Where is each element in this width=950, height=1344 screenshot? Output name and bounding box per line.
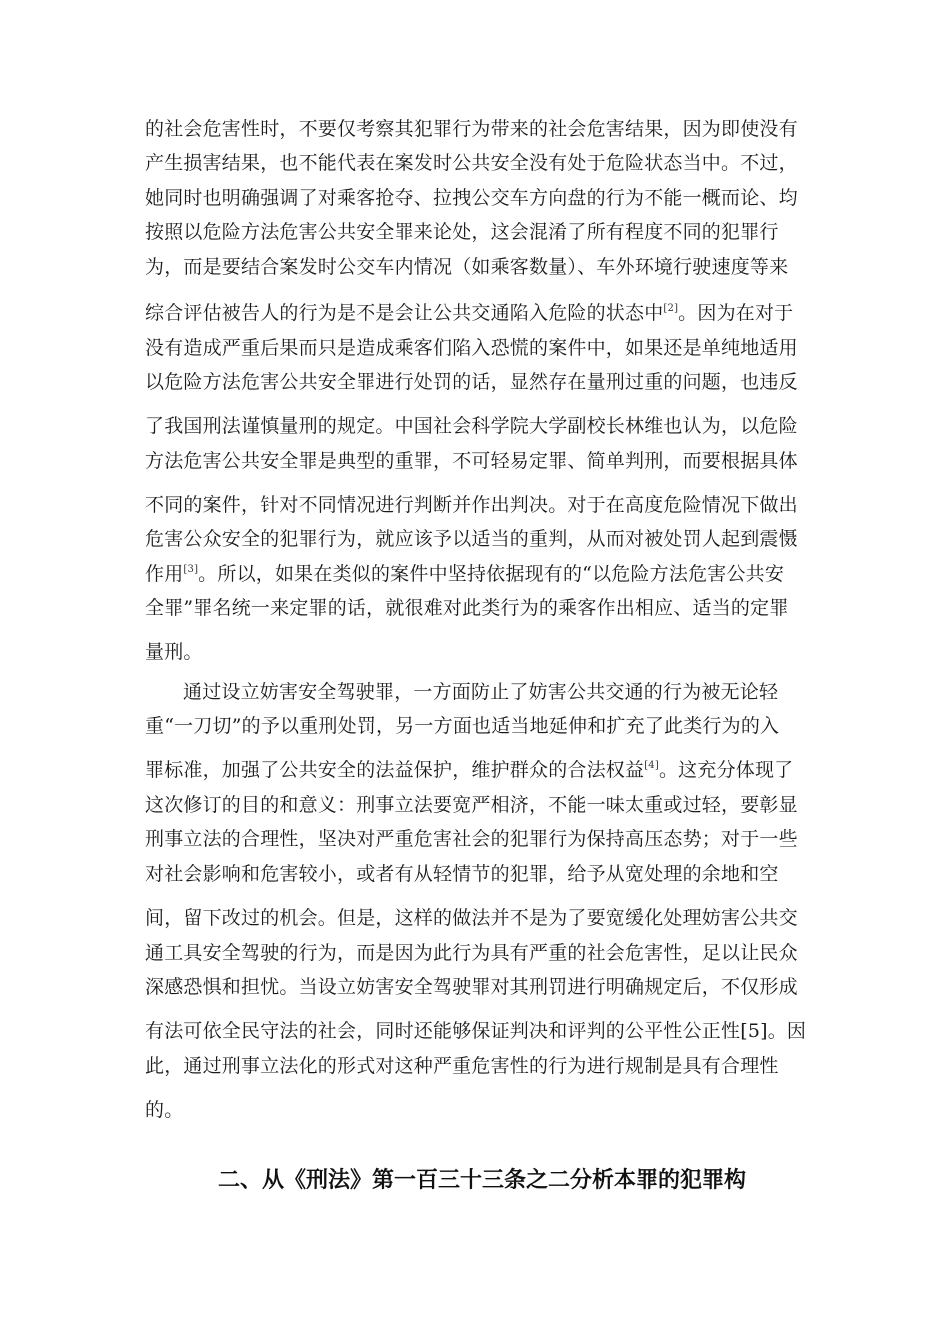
text-line: 危害公众安全的犯罪行为，就应该予以适当的重判，从而对被处罚人起到震慑 (145, 528, 798, 550)
text-line: 按照以危险方法危害公共安全罪来论处，这会混淆了所有程度不同的犯罪行 (145, 221, 779, 243)
citation-ref: [2] (663, 303, 679, 314)
text-line: 对社会影响和危害较小，或者有从轻情节的犯罪，给予从宽处理的余地和空 (145, 863, 779, 885)
text-segment: 。这充分体现了 (658, 759, 794, 781)
citation-ref: [4] (644, 760, 659, 771)
citation-ref: [3] (183, 564, 199, 575)
text-line: 不同的案件，针对不同情况进行判断并作出判决。对于在高度危险情况下做出 (145, 494, 798, 516)
text-segment: 作用 (145, 563, 184, 585)
text-line: 通过设立妨害安全驾驶罪，一方面防止了妨害公共交通的行为被无论轻 (183, 681, 779, 703)
text-line: 深感恐惧和担忧。当设立妨害安全驾驶罪对其刑罚进行明确规定后，不仅形成 (145, 976, 798, 998)
text-line: 量刑。 (145, 641, 203, 663)
text-line: 这次修订的目的和意义：刑事立法要宽严相济，不能一味太重或过轻，要彰显 (145, 794, 798, 816)
text-line: 了我国刑法谨慎量刑的规定。中国社会科学院大学副校长林维也认为，以危险 (145, 415, 798, 437)
text-line: 重“一刀切”的予以重刑处罚，另一方面也适当地延伸和扩充了此类行为的入 (145, 715, 780, 737)
text-line: 的。 (145, 1099, 184, 1121)
text-line: 她同时也明确强调了对乘客抢夺、拉拽公交车方向盘的行为不能一概而论、均 (145, 187, 798, 209)
text-line: 为，而是要结合案发时公交车内情况（如乘客数量）、车外环境行驶速度等来 (145, 256, 789, 278)
text-line (145, 562, 784, 586)
text-line (145, 758, 793, 782)
text-line: 全罪”罪名统一来定罪的话，就很难对此类行为的乘客作出相应、适当的定罪 (145, 597, 789, 619)
text-segment: 。所以，如果在类似的案件中坚持依据现有的“以危险方法危害公共安 (198, 563, 785, 585)
section-heading: 二、从《刑法》第一百三十三条之二分析本罪的犯罪构 (218, 1168, 747, 1193)
text-line (145, 301, 793, 325)
text-line: 间，留下改过的机会。但是，这样的做法并不是为了要宽缓化处理妨害公共交 (145, 907, 798, 929)
text-line: 此，通过刑事立法化的形式对这种严重危害性的行为进行规制是具有合理性 (145, 1055, 779, 1077)
text-line: 没有造成严重后果而只是造成乘客们陷入恐慌的案件中，如果还是单纯地适用 (145, 337, 798, 359)
text-line: 通工具安全驾驶的行为，而是因为此行为具有严重的社会危害性，足以让民众 (145, 942, 798, 964)
text-line: 以危险方法危害公共安全罪进行处罚的话，显然存在量刑过重的问题，也违反 (145, 371, 798, 393)
text-line: 方法危害公共安全罪是典型的重罪，不可轻易定罪、简单判刑，而要根据具体 (145, 450, 798, 472)
text-line: 产生损害结果，也不能代表在案发时公共安全没有处于危险状态当中。不过， (145, 152, 798, 174)
text-line: 有法可依全民守法的社会，同时还能够保证判决和评判的公平性公正性[5]。因 (145, 1020, 807, 1042)
text-segment: 罪标准，加强了公共安全的法益保护，维护群众的合法权益 (145, 759, 645, 781)
text-segment: 。因为在对于 (678, 302, 794, 324)
text-line: 的社会危害性时，不要仅考察其犯罪行为带来的社会危害结果，因为即使没有 (145, 118, 798, 140)
text-segment: 综合评估被告人的行为是不是会让公共交通陷入危险的状态中 (145, 302, 664, 324)
text-line: 刑事立法的合理性，坚决对严重危害社会的犯罪行为保持高压态势；对于一些 (145, 828, 798, 850)
